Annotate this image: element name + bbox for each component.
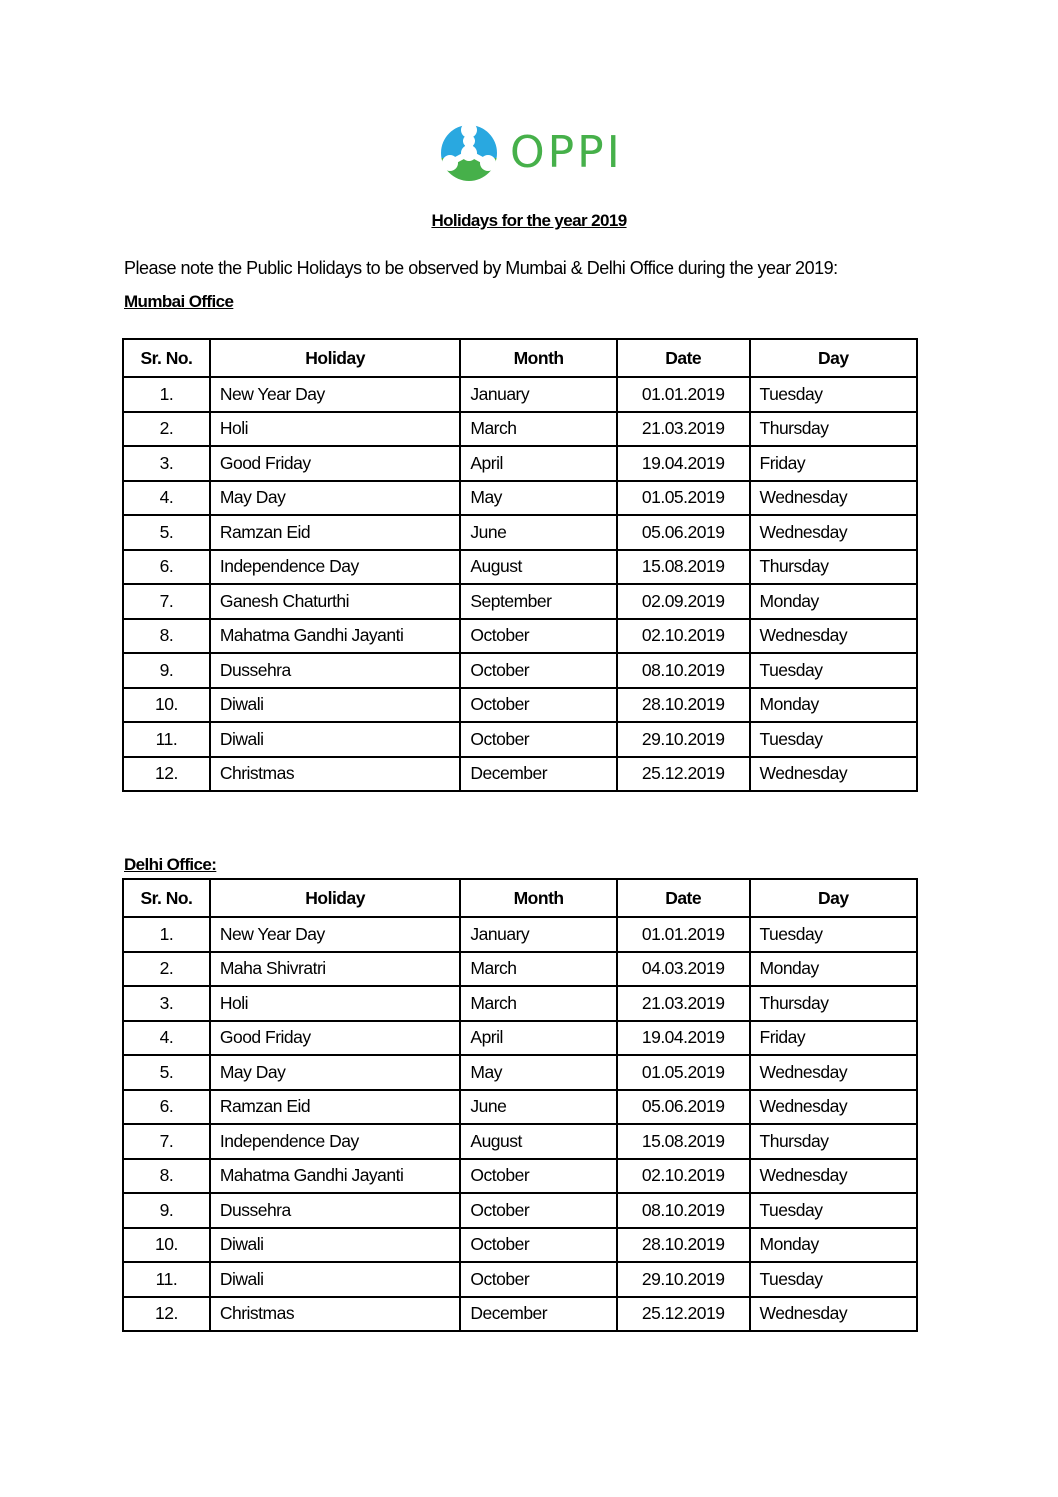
holiday-cell: New Year Day	[210, 377, 461, 412]
table-row	[123, 986, 917, 1021]
date-cell: 29.10.2019	[617, 722, 750, 757]
day-cell: Wednesday	[750, 1090, 917, 1125]
column-header-holiday: Holiday	[210, 879, 461, 917]
date-cell: 19.04.2019	[617, 1021, 750, 1056]
sr-no-cell: 1.	[123, 917, 210, 952]
table-row	[123, 1021, 917, 1056]
month-cell: October	[460, 1228, 616, 1263]
table-row	[123, 1090, 917, 1125]
sr-no-cell: 2.	[123, 952, 210, 987]
day-cell: Wednesday	[750, 1159, 917, 1194]
date-cell: 29.10.2019	[617, 1262, 750, 1297]
sr-no-cell: 7.	[123, 1124, 210, 1159]
day-cell: Tuesday	[750, 653, 917, 688]
table-row	[123, 412, 917, 447]
table-row	[123, 550, 917, 585]
month-cell: March	[460, 952, 616, 987]
holiday-cell: Ganesh Chaturthi	[210, 584, 461, 619]
month-cell: October	[460, 619, 616, 654]
date-cell: 15.08.2019	[617, 1124, 750, 1159]
date-cell: 28.10.2019	[617, 1228, 750, 1263]
holiday-cell: May Day	[210, 481, 461, 516]
oppi-logo	[438, 122, 623, 184]
table-row	[123, 377, 917, 412]
holiday-cell: Christmas	[210, 1297, 461, 1332]
sr-no-cell: 8.	[123, 619, 210, 654]
date-cell: 08.10.2019	[617, 1193, 750, 1228]
table-row	[123, 917, 917, 952]
holiday-cell: Mahatma Gandhi Jayanti	[210, 619, 461, 654]
month-cell: April	[460, 1021, 616, 1056]
holiday-cell: Christmas	[210, 757, 461, 792]
day-cell: Friday	[750, 446, 917, 481]
date-cell: 08.10.2019	[617, 653, 750, 688]
month-cell: August	[460, 550, 616, 585]
sr-no-cell: 4.	[123, 1021, 210, 1056]
day-cell: Wednesday	[750, 1297, 917, 1332]
sr-no-cell: 8.	[123, 1159, 210, 1194]
day-cell: Wednesday	[750, 515, 917, 550]
day-cell: Thursday	[750, 1124, 917, 1159]
month-cell: April	[460, 446, 616, 481]
month-cell: May	[460, 481, 616, 516]
sr-no-cell: 6.	[123, 1090, 210, 1125]
day-cell: Monday	[750, 688, 917, 723]
holiday-cell: Ramzan Eid	[210, 1090, 461, 1125]
holiday-cell: Diwali	[210, 688, 461, 723]
month-cell: May	[460, 1055, 616, 1090]
mumbai-holidays-table	[122, 338, 918, 792]
holiday-cell: New Year Day	[210, 917, 461, 952]
sr-no-cell: 10.	[123, 1228, 210, 1263]
holiday-cell: Diwali	[210, 1262, 461, 1297]
date-cell: 15.08.2019	[617, 550, 750, 585]
column-header-sr-no: Sr. No.	[123, 339, 210, 377]
column-header-date: Date	[617, 339, 750, 377]
holiday-cell: Mahatma Gandhi Jayanti	[210, 1159, 461, 1194]
table-row	[123, 1124, 917, 1159]
sr-no-cell: 3.	[123, 986, 210, 1021]
date-cell: 05.06.2019	[617, 515, 750, 550]
column-header-date: Date	[617, 879, 750, 917]
column-header-month: Month	[460, 339, 616, 377]
table-row	[123, 1055, 917, 1090]
table-row	[123, 1159, 917, 1194]
date-cell: 02.10.2019	[617, 1159, 750, 1194]
holiday-cell: Ramzan Eid	[210, 515, 461, 550]
sr-no-cell: 5.	[123, 1055, 210, 1090]
date-cell: 25.12.2019	[617, 1297, 750, 1332]
column-header-day: Day	[750, 339, 917, 377]
month-cell: March	[460, 412, 616, 447]
month-cell: October	[460, 688, 616, 723]
table-row	[123, 481, 917, 516]
sr-no-cell: 2.	[123, 412, 210, 447]
month-cell: January	[460, 377, 616, 412]
table-row	[123, 688, 917, 723]
column-header-sr-no: Sr. No.	[123, 879, 210, 917]
day-cell: Thursday	[750, 412, 917, 447]
delhi-holidays-table	[122, 878, 918, 1332]
table-row	[123, 1228, 917, 1263]
month-cell: October	[460, 1159, 616, 1194]
month-cell: October	[460, 1193, 616, 1228]
day-cell: Thursday	[750, 986, 917, 1021]
day-cell: Monday	[750, 584, 917, 619]
month-cell: August	[460, 1124, 616, 1159]
date-cell: 19.04.2019	[617, 446, 750, 481]
date-cell: 02.09.2019	[617, 584, 750, 619]
date-cell: 25.12.2019	[617, 757, 750, 792]
sr-no-cell: 12.	[123, 1297, 210, 1332]
date-cell: 21.03.2019	[617, 412, 750, 447]
date-cell: 01.05.2019	[617, 481, 750, 516]
holiday-cell: Dussehra	[210, 653, 461, 688]
month-cell: March	[460, 986, 616, 1021]
sr-no-cell: 3.	[123, 446, 210, 481]
day-cell: Thursday	[750, 550, 917, 585]
day-cell: Wednesday	[750, 619, 917, 654]
day-cell: Monday	[750, 1228, 917, 1263]
month-cell: June	[460, 515, 616, 550]
day-cell: Tuesday	[750, 1193, 917, 1228]
sr-no-cell: 12.	[123, 757, 210, 792]
day-cell: Tuesday	[750, 377, 917, 412]
day-cell: Wednesday	[750, 481, 917, 516]
logo-wordmark: OPPI	[510, 127, 623, 178]
intro-text: Please note the Public Holidays to be observed by Mumbai & Delhi Office during the year 2019:	[124, 258, 838, 278]
month-cell: October	[460, 722, 616, 757]
day-cell: Wednesday	[750, 1055, 917, 1090]
table-header-row	[123, 879, 917, 917]
sr-no-cell: 11.	[123, 722, 210, 757]
sr-no-cell: 1.	[123, 377, 210, 412]
holiday-cell: May Day	[210, 1055, 461, 1090]
day-cell: Wednesday	[750, 757, 917, 792]
column-header-day: Day	[750, 879, 917, 917]
day-cell: Tuesday	[750, 917, 917, 952]
table-row	[123, 1262, 917, 1297]
holiday-cell: Diwali	[210, 1228, 461, 1263]
sr-no-cell: 9.	[123, 653, 210, 688]
date-cell: 21.03.2019	[617, 986, 750, 1021]
holiday-cell: Maha Shivratri	[210, 952, 461, 987]
column-header-month: Month	[460, 879, 616, 917]
sr-no-cell: 10.	[123, 688, 210, 723]
date-cell: 01.05.2019	[617, 1055, 750, 1090]
date-cell: 05.06.2019	[617, 1090, 750, 1125]
sr-no-cell: 7.	[123, 584, 210, 619]
day-cell: Friday	[750, 1021, 917, 1056]
day-cell: Tuesday	[750, 1262, 917, 1297]
holiday-cell: Holi	[210, 986, 461, 1021]
table-row	[123, 446, 917, 481]
table-row	[123, 722, 917, 757]
month-cell: September	[460, 584, 616, 619]
table-row	[123, 584, 917, 619]
table-row	[123, 653, 917, 688]
date-cell: 28.10.2019	[617, 688, 750, 723]
table-header-row	[123, 339, 917, 377]
date-cell: 02.10.2019	[617, 619, 750, 654]
table-row	[123, 1297, 917, 1332]
month-cell: June	[460, 1090, 616, 1125]
holiday-cell: Good Friday	[210, 446, 461, 481]
holiday-cell: Diwali	[210, 722, 461, 757]
delhi-office-heading: Delhi Office:	[124, 855, 217, 874]
sr-no-cell: 6.	[123, 550, 210, 585]
month-cell: December	[460, 757, 616, 792]
table-row	[123, 952, 917, 987]
holiday-cell: Holi	[210, 412, 461, 447]
month-cell: December	[460, 1297, 616, 1332]
day-cell: Monday	[750, 952, 917, 987]
holiday-cell: Independence Day	[210, 550, 461, 585]
column-header-holiday: Holiday	[210, 339, 461, 377]
holiday-cell: Independence Day	[210, 1124, 461, 1159]
sr-no-cell: 11.	[123, 1262, 210, 1297]
oppi-logo-icon	[438, 122, 500, 184]
date-cell: 01.01.2019	[617, 377, 750, 412]
page-title: Holidays for the year 2019	[431, 211, 627, 230]
month-cell: October	[460, 653, 616, 688]
holiday-cell: Good Friday	[210, 1021, 461, 1056]
date-cell: 04.03.2019	[617, 952, 750, 987]
date-cell: 01.01.2019	[617, 917, 750, 952]
mumbai-office-heading: Mumbai Office	[124, 292, 234, 311]
table-row	[123, 619, 917, 654]
month-cell: January	[460, 917, 616, 952]
day-cell: Tuesday	[750, 722, 917, 757]
month-cell: October	[460, 1262, 616, 1297]
holiday-cell: Dussehra	[210, 1193, 461, 1228]
table-row	[123, 1193, 917, 1228]
sr-no-cell: 9.	[123, 1193, 210, 1228]
sr-no-cell: 5.	[123, 515, 210, 550]
sr-no-cell: 4.	[123, 481, 210, 516]
table-row	[123, 515, 917, 550]
table-row	[123, 757, 917, 792]
